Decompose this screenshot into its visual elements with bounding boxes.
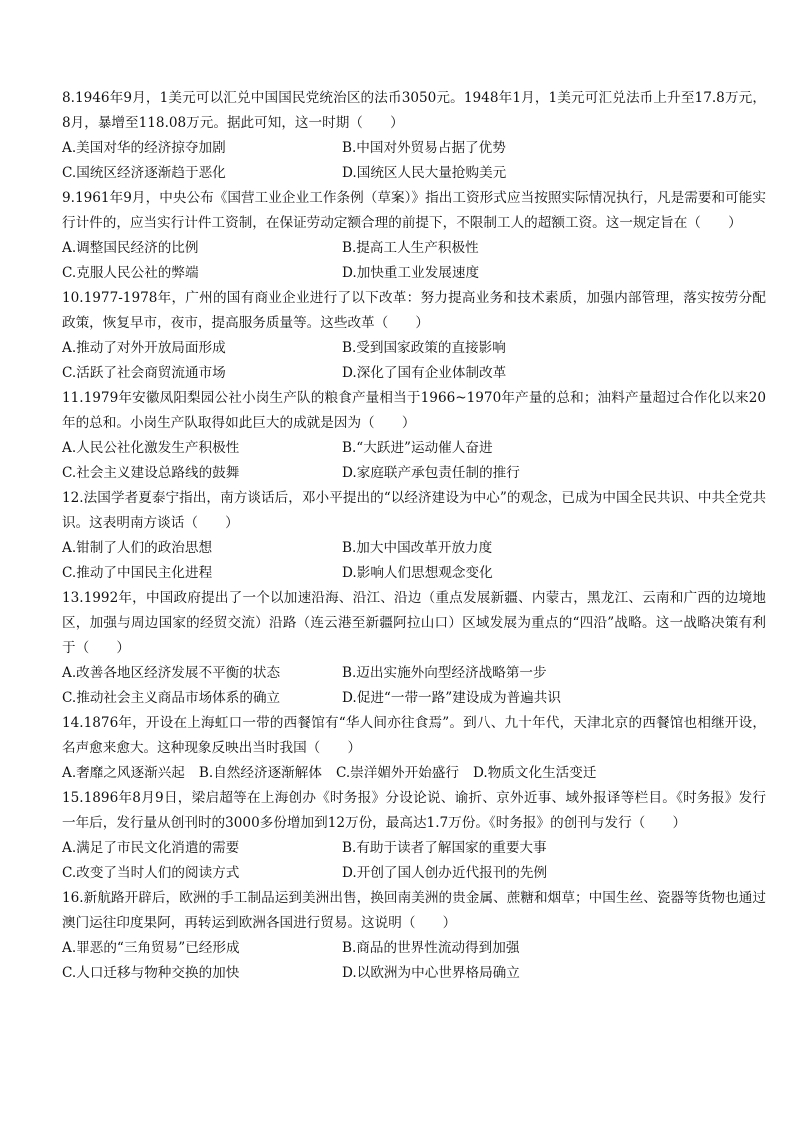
option-b: B.商品的世界性流动得到加强 — [342, 940, 520, 956]
option-c: C.国统区经济逐渐趋于恶化 — [62, 165, 226, 181]
question-14 — [62, 711, 766, 786]
option-c: C.推动了中国民主化进程 — [62, 565, 213, 581]
option-a: A.罪恶的“三角贸易”已经形成 — [62, 940, 240, 956]
option-a: A.美国对华的经济掠夺加剧 — [62, 140, 226, 156]
option-d: D.物质文化生活变迁 — [472, 765, 597, 781]
question-stem: 10.1977-1978年，广州的国有商业企业进行了以下改革：努力提高业务和技术素质，加强内部管理，落实按劳分配政策，恢复早市，夜市，提高服务质量等。这些改革（ ） — [62, 290, 766, 331]
option-a: A.满足了市民文化消遣的需要 — [62, 840, 240, 856]
question-10 — [62, 286, 766, 386]
question-stem: 16.新航路开辟后，欧洲的手工制品运到美洲出售，换回南美洲的贵金属、蔗糖和烟草；中国生丝、瓷器等货物也通过澳门运往印度果阿，再转运到欧洲各国进行贸易。这说明（ ） — [62, 890, 766, 931]
option-b: B.中国对外贸易占据了优势 — [342, 140, 506, 156]
question-15 — [62, 786, 766, 886]
option-d: D.影响人们思想观念变化 — [342, 565, 493, 581]
question-stem: 11.1979年安徽凤阳梨园公社小岗生产队的粮食产量相当于1966~1970年产量的总和；油料产量超过合作化以来20年的总和。小岗生产队取得如此巨大的成就是因为（ ） — [62, 390, 766, 431]
option-b: B.迈出实施外向型经济战略第一步 — [342, 665, 547, 681]
option-b: B.有助于读者了解国家的重要大事 — [342, 840, 547, 856]
question-stem: 15.1896年8月9日，梁启超等在上海创办《时务报》分设论说、谕折、京外近事、域外报译等栏目。《时务报》发行一年后，发行量从创刊时的3000多份增加到12万份，最高达1.7万份。《时务报》的创刊与发行（ ） — [62, 790, 766, 831]
option-c: C.社会主义建设总路线的鼓舞 — [62, 465, 240, 481]
option-c: C.克服人民公社的弊端 — [62, 265, 199, 281]
option-b: B.自然经济逐渐解体 — [198, 765, 322, 781]
options — [62, 936, 766, 986]
option-d: D.深化了国有企业体制改革 — [342, 365, 507, 381]
option-a: A.改善各地区经济发展不平衡的状态 — [62, 665, 281, 681]
option-c: C.崇洋媚外开始盛行 — [335, 765, 459, 781]
question-12 — [62, 486, 766, 586]
options — [62, 761, 766, 786]
option-a: A.钳制了人们的政治思想 — [62, 540, 213, 556]
question-stem: 14.1876年，开设在上海虹口一带的西餐馆有“华人间亦往食焉”。到八、九十年代，天津北京的西餐馆也相继开设，名声愈来愈大。这种现象反映出当时我国（ ） — [62, 715, 766, 756]
options — [62, 436, 766, 486]
option-d: D.开创了国人创办近代报刊的先例 — [342, 865, 548, 881]
option-b: B.“大跃进”运动催人奋进 — [342, 440, 493, 456]
option-b: B.加大中国改革开放力度 — [342, 540, 493, 556]
option-a: A.调整国民经济的比例 — [62, 240, 199, 256]
option-d: D.以欧洲为中心世界格局确立 — [342, 965, 520, 981]
options — [62, 236, 766, 286]
question-16 — [62, 886, 766, 986]
options — [62, 661, 766, 711]
option-d: D.促进“一带一路”建设成为普遍共识 — [342, 690, 561, 706]
option-a: A.人民公社化激发生产积极性 — [62, 440, 240, 456]
option-d: D.加快重工业发展速度 — [342, 265, 480, 281]
question-13 — [62, 586, 766, 711]
option-a: A.推动了对外开放局面形成 — [62, 340, 226, 356]
question-11 — [62, 386, 766, 486]
option-b: B.受到国家政策的直接影响 — [342, 340, 506, 356]
option-d: D.家庭联产承包责任制的推行 — [342, 465, 520, 481]
option-d: D.国统区人民大量抢购美元 — [342, 165, 507, 181]
question-stem: 13.1992年，中国政府提出了一个以加速沿海、沿江、沿边（重点发展新疆、内蒙古，黑龙江、云南和广西的边境地区，加强与周边国家的经贸交流）沿路（连云港至新疆阿拉山口）区域发展为重点的“四沿”战略。这一战略决策有利于（ ） — [62, 590, 766, 656]
option-b: B.提高工人生产积极性 — [342, 240, 479, 256]
options — [62, 836, 766, 886]
question-stem: 8.1946年9月，1美元可以汇兑中国国民党统治区的法币3050元。1948年1月，1美元可汇兑法币上升至17.8万元，8月，暴增至118.08万元。据此可知，这一时期（ ） — [62, 90, 766, 131]
question-stem: 12.法国学者夏泰宁指出，南方谈话后，邓小平提出的“以经济建设为中心”的观念，已成为中国全民共识、中共全党共识。这表明南方谈话（ ） — [62, 490, 766, 531]
question-stem: 9.1961年9月，中央公布《国营工业企业工作条例（草案）》指出工资形式应当按照实际情况执行，凡是需要和可能实行计件的，应当实行计件工资制，在保证劳动定额合理的前提下，不限制工人的超额工资。这一规定旨在（ ） — [62, 190, 766, 231]
question-8 — [62, 86, 766, 186]
options — [62, 536, 766, 586]
option-c: C.推动社会主义商品市场体系的确立 — [62, 690, 281, 706]
options — [62, 336, 766, 386]
option-c: C.活跃了社会商贸流通市场 — [62, 365, 226, 381]
option-a: A.奢靡之风逐渐兴起 — [62, 765, 185, 781]
option-c: C.改变了当时人们的阅读方式 — [62, 865, 240, 881]
question-9 — [62, 186, 766, 286]
options — [62, 136, 766, 186]
option-c: C.人口迁移与物种交换的加快 — [62, 965, 240, 981]
